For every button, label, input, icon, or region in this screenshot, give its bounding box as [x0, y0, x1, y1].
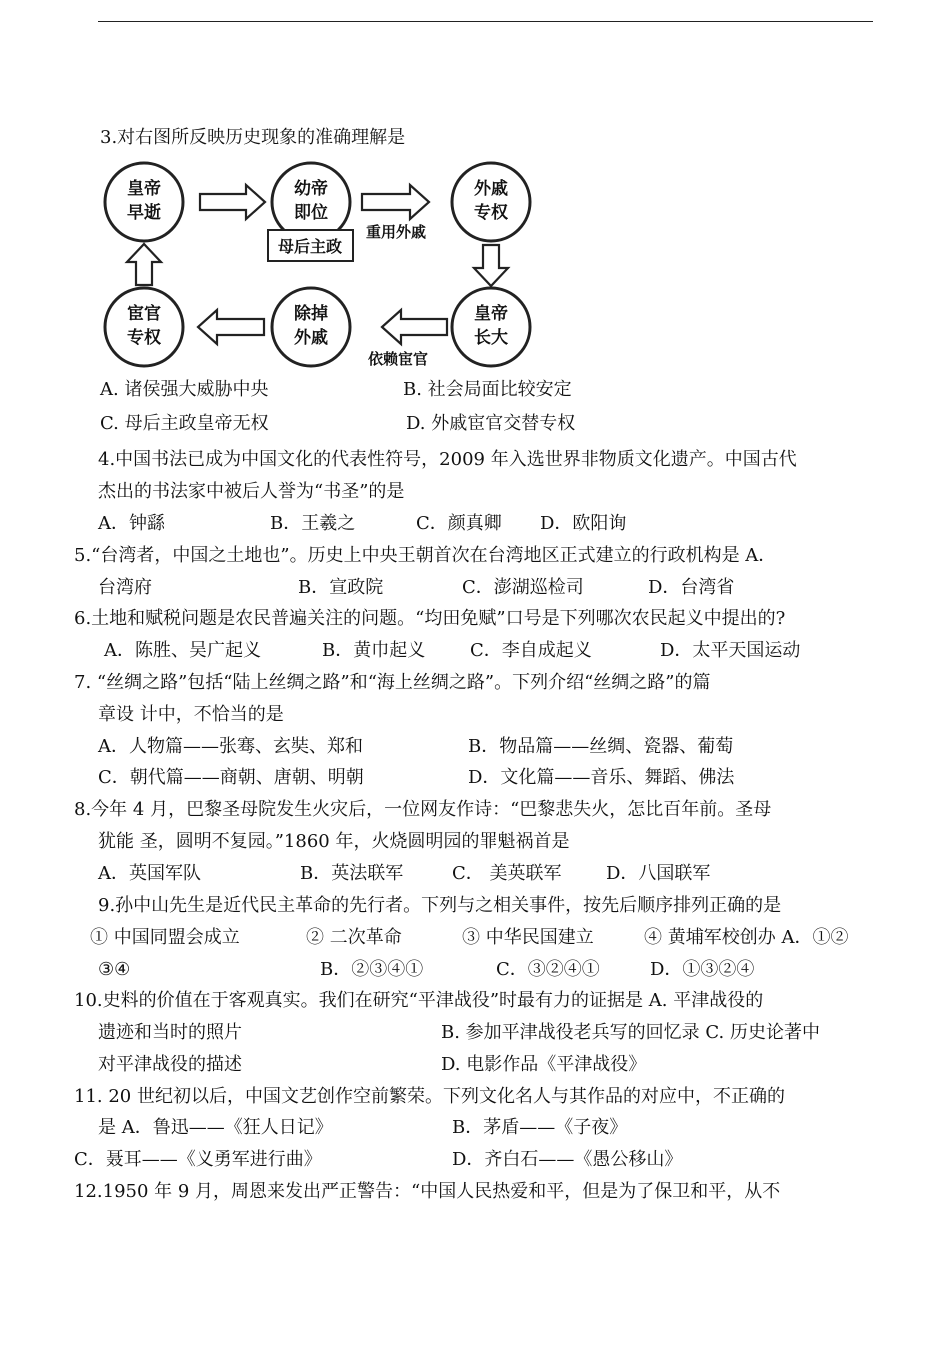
- q4-stem-line1: 4.中国书法已成为中国文化的代表性符号，2009 年入选世界非物质文化遗产。中国古代: [98, 449, 797, 470]
- q6-option-d[interactable]: D．太平天国运动: [660, 640, 801, 661]
- q7-option-c[interactable]: C．朝代篇——商朝、唐朝、明朝: [98, 767, 364, 788]
- q9-option-c[interactable]: C．③②④①: [496, 959, 600, 980]
- q3-option-c[interactable]: C. 母后主政皇帝无权: [100, 413, 269, 434]
- q12-stem-line1: 12.1950 年 9 月，周恩来发出严正警告：“中国人民热爱和平，但是为了保卫和平，从不: [74, 1181, 781, 1202]
- q3-option-a[interactable]: A. 诸侯强大威胁中央: [100, 379, 269, 400]
- q8-option-b[interactable]: B．英法联军: [300, 863, 404, 884]
- q4-option-c[interactable]: C．颜真卿: [416, 513, 502, 534]
- q9-event-2: ② 二次革命: [306, 927, 402, 948]
- node-text-bottom: 专权: [474, 203, 508, 223]
- node-text-bottom: 外戚: [294, 328, 328, 348]
- q9-option-a-tail[interactable]: ③④: [98, 959, 131, 980]
- q3-option-b[interactable]: B. 社会局面比较安定: [403, 379, 572, 400]
- arrow-label-consort: 重用外戚: [365, 223, 427, 241]
- arrow-left-2: [198, 310, 264, 344]
- arrow-down: [474, 245, 508, 286]
- q5-option-c[interactable]: C．澎湖巡检司: [462, 577, 584, 598]
- q4-option-d[interactable]: D．欧阳询: [540, 513, 627, 534]
- q9-event-4-and-option-a[interactable]: ④ 黄埔军校创办 A．①②: [644, 927, 849, 948]
- q3-stem: 3.对右图所反映历史现象的准确理解是: [100, 127, 406, 148]
- node-text-top: 幼帝: [294, 179, 328, 199]
- node-text-top: 皇帝: [474, 304, 508, 324]
- q4-option-b[interactable]: B．王羲之: [270, 513, 356, 534]
- header-rule: [98, 21, 873, 22]
- q10-option-b-c[interactable]: B. 参加平津战役老兵写的回忆录 C. 历史论著中: [441, 1022, 820, 1043]
- q6-option-b[interactable]: B．黄巾起义: [322, 640, 426, 661]
- q8-option-d[interactable]: D．八国联军: [606, 863, 711, 884]
- q10-option-a-tail[interactable]: 遗迹和当时的照片: [98, 1022, 242, 1043]
- q5-option-a-tail[interactable]: 台湾府: [98, 577, 152, 598]
- q4-option-a[interactable]: A．钟繇: [98, 513, 165, 534]
- q8-option-a[interactable]: A．英国军队: [98, 863, 201, 884]
- q10-stem-line1: 10.史料的价值在于客观真实。我们在研究“平津战役”时最有力的证据是 A. 平津战役的: [74, 990, 764, 1011]
- node-emperor-grown: [452, 288, 530, 366]
- q4-stem-line2: 杰出的书法家中被后人誉为“书圣”的是: [98, 481, 405, 502]
- node-text-top: 皇帝: [127, 179, 161, 199]
- q11-option-a[interactable]: 是 A．鲁迅——《狂人日记》: [98, 1117, 333, 1138]
- q9-option-b[interactable]: B．②③④①: [320, 959, 424, 980]
- node-text-top: 外戚: [474, 179, 508, 199]
- node-text-bottom: 专权: [127, 328, 161, 348]
- q9-option-d[interactable]: D．①③②④: [650, 959, 755, 980]
- node-consort-power: [452, 163, 530, 241]
- q9-stem-line1: 9.孙中山先生是近代民主革命的先行者。下列与之相关事件，按先后顺序排列正确的是: [98, 895, 782, 916]
- q5-option-d[interactable]: D．台湾省: [648, 577, 735, 598]
- node-eunuch-power: [105, 288, 183, 366]
- q6-stem-line1: 6.土地和赋税问题是农民普遍关注的问题。“均田免赋”口号是下列哪次农民起义中提出的?: [74, 608, 786, 629]
- q3-option-d[interactable]: D. 外戚宦官交替专权: [406, 413, 576, 434]
- q11-option-c[interactable]: C．聂耳——《义勇军进行曲》: [74, 1149, 322, 1170]
- q11-stem-line1: 11. 20 世纪初以后，中国文艺创作空前繁荣。下列文化名人与其作品的对应中，不正确的: [74, 1086, 785, 1107]
- q6-option-a[interactable]: A．陈胜、吴广起义: [104, 640, 261, 661]
- arrow-up: [127, 244, 161, 285]
- arrow-left-1: [382, 310, 447, 344]
- q7-option-b[interactable]: B．物品篇——丝绸、瓷器、葡萄: [468, 736, 734, 757]
- q7-option-a[interactable]: A．人物篇——张骞、玄奘、郑和: [98, 736, 363, 757]
- q11-option-b[interactable]: B．茅盾——《子夜》: [452, 1117, 628, 1138]
- q8-stem-line2: 犹能 圣，圆明不复园。”1860 年，火烧圆明园的罪魁祸首是: [98, 831, 570, 852]
- q7-option-d[interactable]: D．文化篇——音乐、舞蹈、佛法: [468, 767, 735, 788]
- q7-stem-line1: 7. “丝绸之路”包括“陆上丝绸之路”和“海上丝绸之路”。下列介绍“丝绸之路”的篇: [74, 672, 711, 693]
- node-remove-consort: [272, 288, 350, 366]
- q7-stem-line2: 章设 计中，不恰当的是: [98, 704, 284, 725]
- arrow-right-2: [362, 185, 429, 219]
- q3-cycle-diagram: [96, 160, 556, 372]
- arrow-right-1: [200, 185, 265, 219]
- q8-stem-line1: 8.今年 4 月，巴黎圣母院发生火灾后，一位网友作诗：“巴黎悲失火，怎比百年前。圣母: [74, 799, 772, 820]
- node-text-top: 除掉: [294, 304, 328, 324]
- node-text-bottom: 即位: [294, 203, 328, 223]
- box-empress-regent-label: 母后主政: [277, 237, 343, 256]
- node-text-bottom: 早逝: [127, 203, 161, 223]
- q10-option-c-tail[interactable]: 对平津战役的描述: [98, 1054, 242, 1075]
- q10-option-d[interactable]: D. 电影作品《平津战役》: [441, 1054, 647, 1075]
- node-emperor-early-death: [105, 163, 183, 241]
- node-text-top: 宦官: [127, 304, 161, 324]
- q8-option-c[interactable]: C． 美英联军: [452, 863, 562, 884]
- q9-event-1: ① 中国同盟会成立: [90, 927, 240, 948]
- q5-option-b[interactable]: B．宣政院: [298, 577, 384, 598]
- q6-option-c[interactable]: C．李自成起义: [470, 640, 592, 661]
- node-text-bottom: 长大: [474, 328, 508, 348]
- q9-event-3: ③ 中华民国建立: [462, 927, 594, 948]
- q11-option-d[interactable]: D．齐白石——《愚公移山》: [452, 1149, 683, 1170]
- arrow-label-eunuch: 依赖宦官: [367, 350, 429, 368]
- q5-stem-line1: 5.“台湾者，中国之土地也”。历史上中央王朝首次在台湾地区正式建立的行政机构是 A．: [74, 545, 777, 566]
